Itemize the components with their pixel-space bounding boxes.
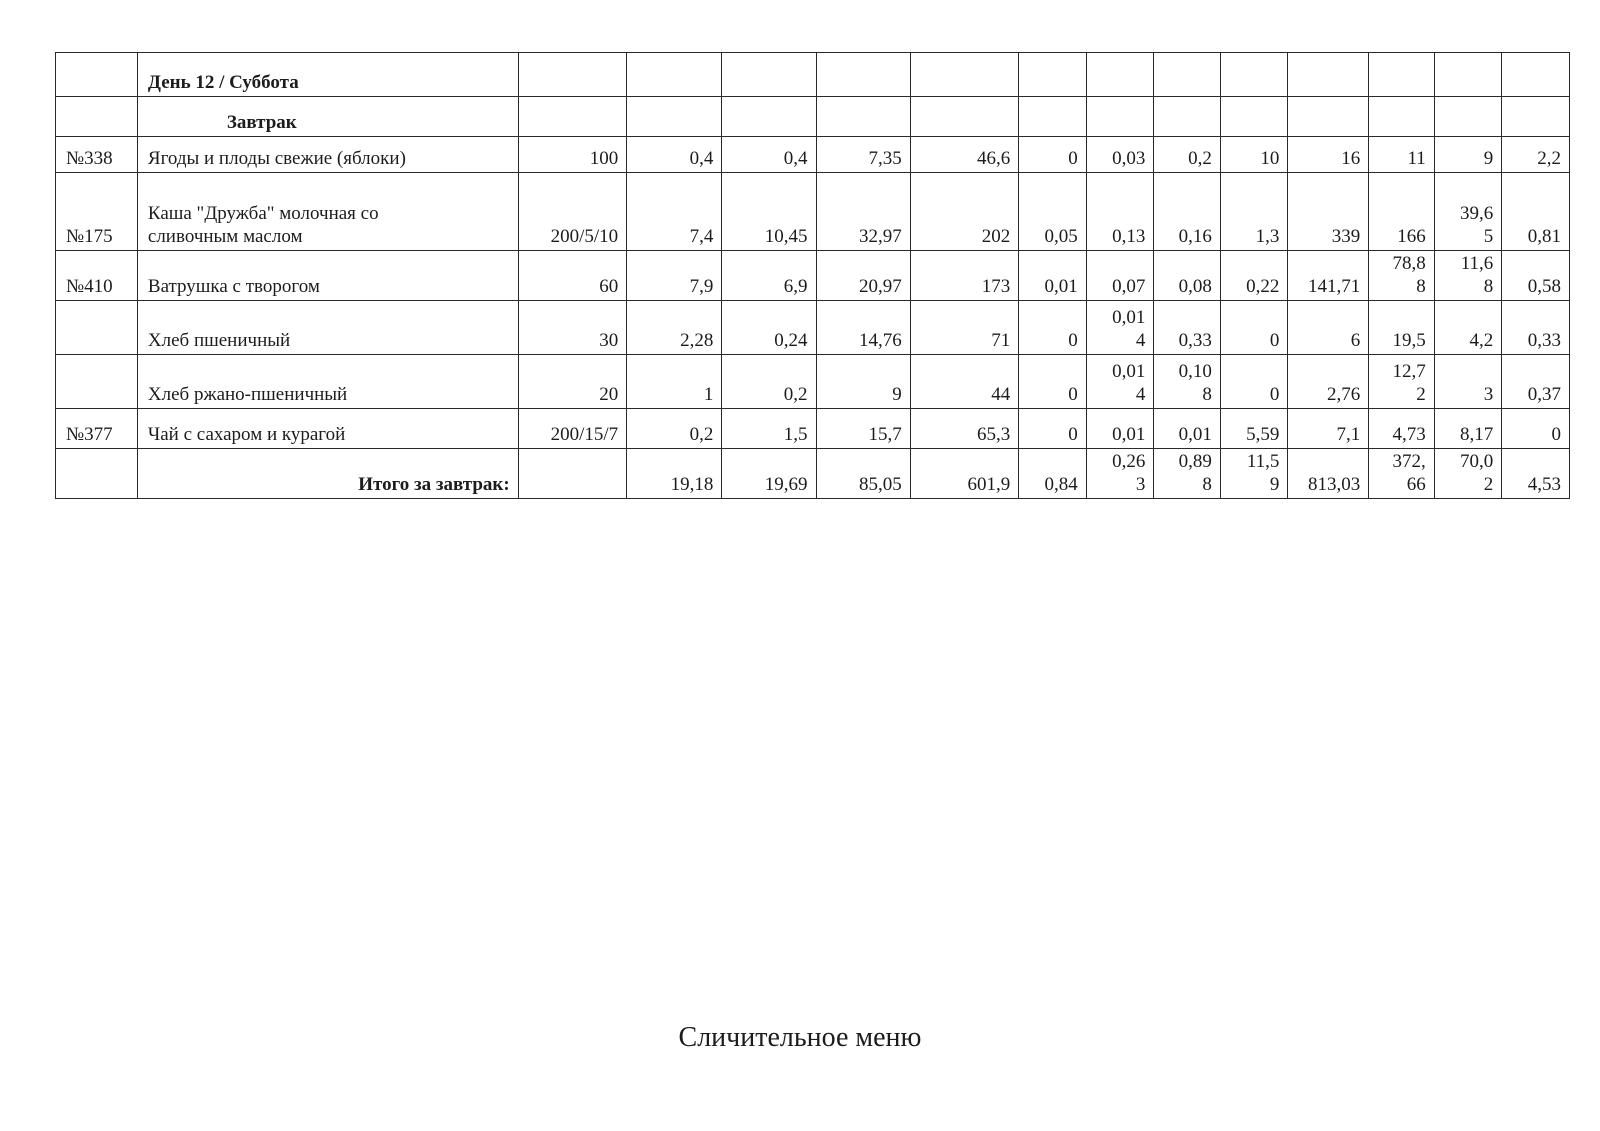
- value-cell: 7,4: [627, 173, 722, 251]
- recipe-code: №175: [56, 173, 138, 251]
- value-cell: 0,01: [1154, 409, 1221, 449]
- value-cell: 14,76: [816, 301, 910, 355]
- recipe-code: [56, 301, 138, 355]
- value-cell: 7,35: [816, 137, 910, 173]
- value-cell: 7,9: [627, 251, 722, 301]
- value-cell: 0,07: [1086, 251, 1154, 301]
- recipe-code: №377: [56, 409, 138, 449]
- value-cell: 6: [1288, 301, 1369, 355]
- value-cell: 6,9: [722, 251, 816, 301]
- value-cell: 0,4: [627, 137, 722, 173]
- recipe-code: №410: [56, 251, 138, 301]
- value-cell: 0,01: [1019, 251, 1087, 301]
- total-value-cell: 85,05: [816, 449, 910, 499]
- table-row: [56, 409, 1570, 449]
- value-cell: 0,2: [1154, 137, 1221, 173]
- day-title: День 12 / Суббота: [137, 53, 518, 97]
- meal-row: [56, 97, 1570, 137]
- value-cell: 44: [910, 355, 1019, 409]
- value-cell: 0,33: [1502, 301, 1570, 355]
- value-cell: 46,6: [910, 137, 1019, 173]
- value-cell: 0,37: [1502, 355, 1570, 409]
- dish-name: Хлеб ржано-пшеничный: [137, 355, 518, 409]
- value-cell: 0,08: [1154, 251, 1221, 301]
- table-row: [56, 173, 1570, 251]
- total-value-cell: 11,5 9: [1220, 449, 1288, 499]
- value-cell: 0,13: [1086, 173, 1154, 251]
- total-value-cell: 0,26 3: [1086, 449, 1154, 499]
- value-cell: 0,2: [627, 409, 722, 449]
- value-cell: 65,3: [910, 409, 1019, 449]
- total-row: [56, 449, 1570, 499]
- value-cell: 141,71: [1288, 251, 1369, 301]
- table-row: [56, 355, 1570, 409]
- value-cell: 100: [518, 137, 627, 173]
- value-cell: 1,5: [722, 409, 816, 449]
- value-cell: 0,16: [1154, 173, 1221, 251]
- dish-name: Чай с сахаром и курагой: [137, 409, 518, 449]
- value-cell: 15,7: [816, 409, 910, 449]
- value-cell: 200/5/10: [518, 173, 627, 251]
- value-cell: 0: [1019, 137, 1087, 173]
- total-value-cell: 19,69: [722, 449, 816, 499]
- value-cell: 20,97: [816, 251, 910, 301]
- value-cell: 202: [910, 173, 1019, 251]
- value-cell: 166: [1369, 173, 1435, 251]
- value-cell: 339: [1288, 173, 1369, 251]
- value-cell: 0,58: [1502, 251, 1570, 301]
- value-cell: 20: [518, 355, 627, 409]
- value-cell: 0,33: [1154, 301, 1221, 355]
- dish-name: Ватрушка с творогом: [137, 251, 518, 301]
- total-value-cell: [518, 449, 627, 499]
- dish-name: Каша "Дружба" молочная со сливочным маслом: [137, 173, 518, 251]
- day-code-cell: [56, 53, 138, 97]
- total-value-cell: 813,03: [1288, 449, 1369, 499]
- value-cell: 0,05: [1019, 173, 1087, 251]
- value-cell: 8,17: [1434, 409, 1502, 449]
- table-row: [56, 301, 1570, 355]
- value-cell: 39,6 5: [1434, 173, 1502, 251]
- value-cell: 1: [627, 355, 722, 409]
- value-cell: 0: [1220, 301, 1288, 355]
- value-cell: 9: [1434, 137, 1502, 173]
- value-cell: 3: [1434, 355, 1502, 409]
- value-cell: 0,4: [722, 137, 816, 173]
- table-row: [56, 251, 1570, 301]
- value-cell: 4,2: [1434, 301, 1502, 355]
- value-cell: 0: [1220, 355, 1288, 409]
- value-cell: 78,8 8: [1369, 251, 1435, 301]
- total-label: Итого за завтрак:: [137, 449, 518, 499]
- value-cell: 12,7 2: [1369, 355, 1435, 409]
- value-cell: 11: [1369, 137, 1435, 173]
- total-value-cell: 19,18: [627, 449, 722, 499]
- total-value-cell: 70,0 2: [1434, 449, 1502, 499]
- recipe-code: №338: [56, 137, 138, 173]
- value-cell: 0,22: [1220, 251, 1288, 301]
- value-cell: 0,10 8: [1154, 355, 1221, 409]
- total-value-cell: 372, 66: [1369, 449, 1435, 499]
- value-cell: 60: [518, 251, 627, 301]
- value-cell: 10: [1220, 137, 1288, 173]
- value-cell: 4,73: [1369, 409, 1435, 449]
- value-cell: 0: [1019, 355, 1087, 409]
- total-value-cell: 0,89 8: [1154, 449, 1221, 499]
- total-value-cell: 601,9: [910, 449, 1019, 499]
- value-cell: 2,28: [627, 301, 722, 355]
- meal-title: Завтрак: [137, 97, 518, 137]
- day-row: [56, 53, 1570, 97]
- value-cell: 0: [1502, 409, 1570, 449]
- value-cell: 16: [1288, 137, 1369, 173]
- value-cell: 5,59: [1220, 409, 1288, 449]
- value-cell: 71: [910, 301, 1019, 355]
- value-cell: 0: [1019, 409, 1087, 449]
- value-cell: 0,03: [1086, 137, 1154, 173]
- value-cell: 0: [1019, 301, 1087, 355]
- value-cell: 1,3: [1220, 173, 1288, 251]
- total-value-cell: 0,84: [1019, 449, 1087, 499]
- value-cell: 7,1: [1288, 409, 1369, 449]
- value-cell: 0,2: [722, 355, 816, 409]
- value-cell: 200/15/7: [518, 409, 627, 449]
- value-cell: 2,76: [1288, 355, 1369, 409]
- dish-name: Ягоды и плоды свежие (яблоки): [137, 137, 518, 173]
- value-cell: 0,01: [1086, 409, 1154, 449]
- value-cell: 32,97: [816, 173, 910, 251]
- value-cell: 10,45: [722, 173, 816, 251]
- dish-name: Хлеб пшеничный: [137, 301, 518, 355]
- value-cell: 2,2: [1502, 137, 1570, 173]
- value-cell: 30: [518, 301, 627, 355]
- value-cell: 19,5: [1369, 301, 1435, 355]
- value-cell: 11,6 8: [1434, 251, 1502, 301]
- value-cell: 0,01 4: [1086, 301, 1154, 355]
- table-body: [56, 53, 1570, 499]
- value-cell: 0,24: [722, 301, 816, 355]
- value-cell: 0,81: [1502, 173, 1570, 251]
- value-cell: 173: [910, 251, 1019, 301]
- recipe-code: [56, 355, 138, 409]
- table-row: [56, 137, 1570, 173]
- menu-table: [55, 52, 1570, 499]
- total-value-cell: 4,53: [1502, 449, 1570, 499]
- value-cell: 0,01 4: [1086, 355, 1154, 409]
- footer-title: Сличительное меню: [678, 1022, 922, 1053]
- value-cell: 9: [816, 355, 910, 409]
